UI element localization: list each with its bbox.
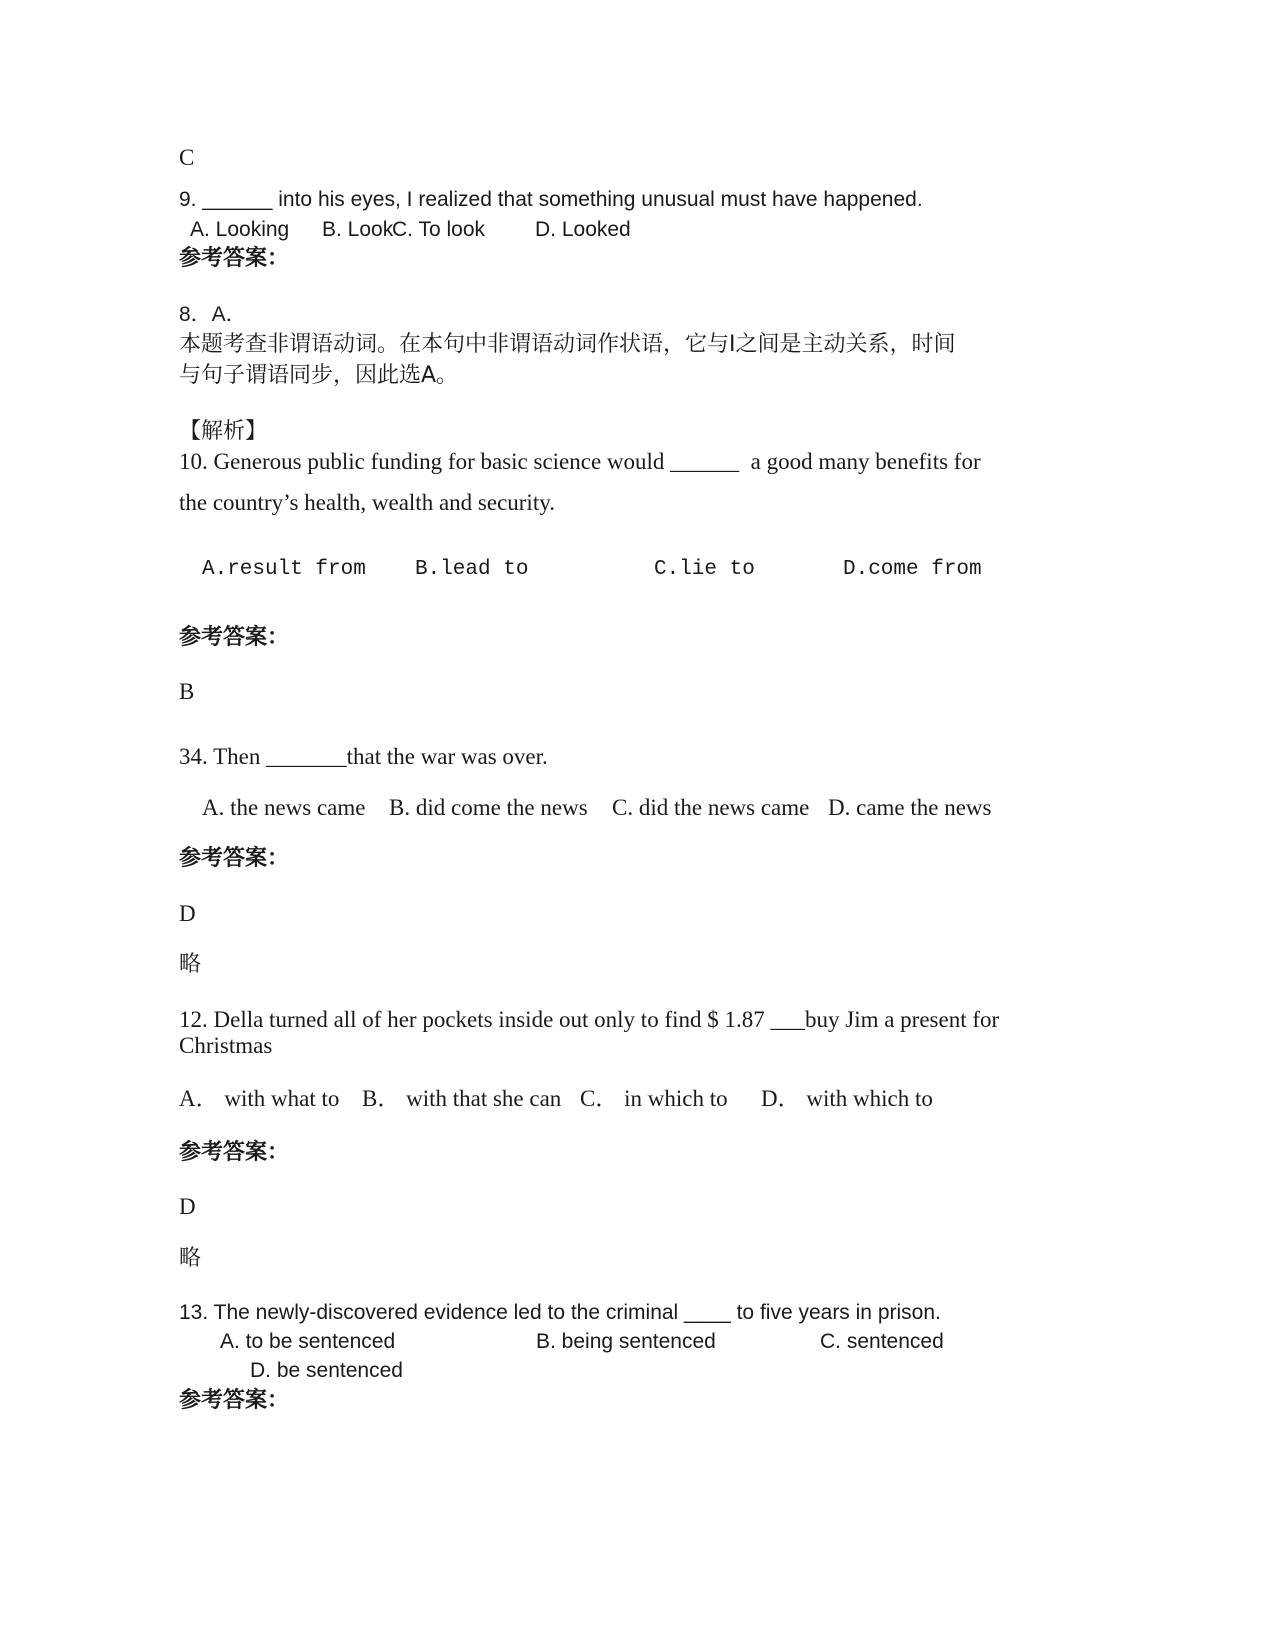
q10-option-d: D.come from: [843, 558, 982, 581]
q34-note: 略: [179, 952, 202, 977]
q10-question-line2: the country’s health, wealth and security.: [179, 490, 555, 515]
q12-question-line2: Christmas: [179, 1033, 273, 1058]
q13-question: 13. The newly-discovered evidence led to the criminal ____ to five years in prison.: [179, 1301, 941, 1324]
q12-option-d: D． with which to: [761, 1086, 933, 1111]
q9-option-c: C. To look: [392, 218, 485, 241]
q34-answer-label: 参考答案：: [179, 846, 290, 871]
q9-answer: 8．A．: [179, 303, 247, 326]
q9-option-b: B. Look: [322, 218, 394, 241]
q13-option-a: A. to be sentenced: [220, 1330, 396, 1353]
q34-option-a: A. the news came: [202, 795, 366, 820]
q9-option-d: D. Looked: [535, 218, 631, 241]
q9-analysis-label: 【解析】: [179, 419, 268, 444]
q9-question: 9. ______ into his eyes, I realized that something unusual must have happened.: [179, 188, 923, 211]
q10-question-line1: 10. Generous public funding for basic science would ______ a good many benefits for: [179, 449, 981, 474]
q10-option-c: C.lie to: [654, 558, 755, 581]
q13-option-d: D. be sentenced: [250, 1359, 403, 1382]
q12-option-b: B． with that she can: [362, 1086, 562, 1111]
q13-option-b: B. being sentenced: [536, 1330, 716, 1353]
q12-option-a: A． with what to: [179, 1086, 340, 1111]
q9-answer-label: 参考答案：: [179, 246, 290, 271]
q34-answer: D: [179, 901, 196, 926]
q10-answer-label: 参考答案：: [179, 625, 290, 650]
q10-answer: B: [179, 679, 195, 704]
q12-answer-label: 参考答案：: [179, 1140, 290, 1165]
q13-option-c: C. sentenced: [820, 1330, 944, 1353]
q34-option-b: B. did come the news: [389, 795, 588, 820]
q12-answer: D: [179, 1194, 196, 1219]
q12-question-line1: 12. Della turned all of her pockets inside out only to find $ 1.87 ___buy Jim a present for: [179, 1007, 1000, 1032]
q34-question: 34. Then _______that the war was over.: [179, 744, 548, 769]
q9-explanation-line1: 本题考查非谓语动词。在本句中非谓语动词作状语，它与I之间是主动关系，时间: [179, 332, 956, 357]
q10-option-a: A.result from: [202, 558, 366, 581]
previous-answer: C: [179, 145, 195, 170]
q34-option-c: C. did the news came: [612, 795, 810, 820]
q12-option-c: C． in which to: [580, 1086, 728, 1111]
q13-answer-label: 参考答案：: [179, 1388, 290, 1413]
q34-option-d: D. came the news: [828, 795, 992, 820]
q9-explanation-line2: 与句子谓语同步，因此选A。: [179, 363, 459, 388]
q12-note: 略: [179, 1246, 202, 1271]
q9-option-a: A. Looking: [190, 218, 290, 241]
q10-option-b: B.lead to: [415, 558, 529, 581]
